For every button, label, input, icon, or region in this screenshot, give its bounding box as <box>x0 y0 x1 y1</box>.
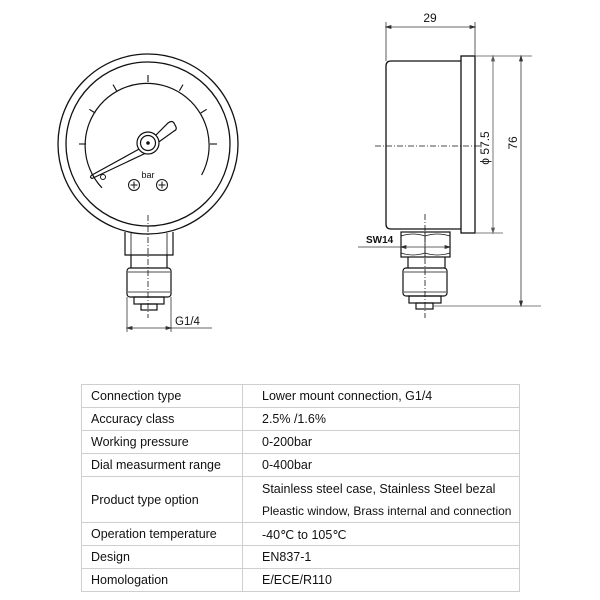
zero-stop-pin <box>101 175 106 180</box>
spec-label: Product type option <box>82 477 243 523</box>
table-row <box>82 569 520 592</box>
table-row <box>82 546 520 569</box>
table-row <box>82 408 520 431</box>
table-row <box>82 431 520 454</box>
front-connection-stem <box>125 232 173 310</box>
specifications-table <box>81 384 520 592</box>
spec-value: 2.5% /1.6% <box>243 408 520 431</box>
height-dimension <box>520 56 523 306</box>
spec-value: 0-400bar <box>243 454 520 477</box>
spec-label: Connection type <box>82 385 243 408</box>
side-case <box>386 61 461 229</box>
table-row <box>82 385 520 408</box>
depth-dimension-label: 29 <box>423 11 437 25</box>
spec-label: Homologation <box>82 569 243 592</box>
spec-label: Design <box>82 546 243 569</box>
table-row <box>82 523 520 546</box>
wrench-size-label: SW14 <box>366 235 394 246</box>
spec-value: E/ECE/R110 <box>243 569 520 592</box>
spec-value: 0-200bar <box>243 431 520 454</box>
depth-dimension <box>386 22 475 61</box>
dial-unit-label: bar <box>141 170 155 180</box>
spec-value: -40℃ to 105℃ <box>243 523 520 546</box>
side-bezel <box>461 56 475 233</box>
table-row <box>82 477 520 523</box>
spec-value: EN837-1 <box>243 546 520 569</box>
spec-value-line: Stainless steel case, Stainless Steel bezal <box>262 481 496 496</box>
thread-dimension-label: G1/4 <box>175 316 200 328</box>
diameter-dimension-label: ϕ 57.5 <box>478 131 492 165</box>
gauge-pointer <box>91 122 177 179</box>
front-view <box>58 54 238 332</box>
spec-label: Operation temperature <box>82 523 243 546</box>
height-dimension-label: 76 <box>506 136 520 150</box>
spec-label: Accuracy class <box>82 408 243 431</box>
spec-label: Working pressure <box>82 431 243 454</box>
spec-value <box>243 477 520 523</box>
spec-value: Lower mount connection, G1/4 <box>243 385 520 408</box>
dial-screw-icon <box>157 180 168 191</box>
spec-label: Dial measurment range <box>82 454 243 477</box>
table-row <box>82 454 520 477</box>
dial-screw-icon <box>129 180 140 191</box>
spec-value-line: Pleastic window, Brass internal and connection <box>262 503 512 518</box>
side-connection-stem <box>401 232 450 309</box>
side-view <box>358 22 541 318</box>
